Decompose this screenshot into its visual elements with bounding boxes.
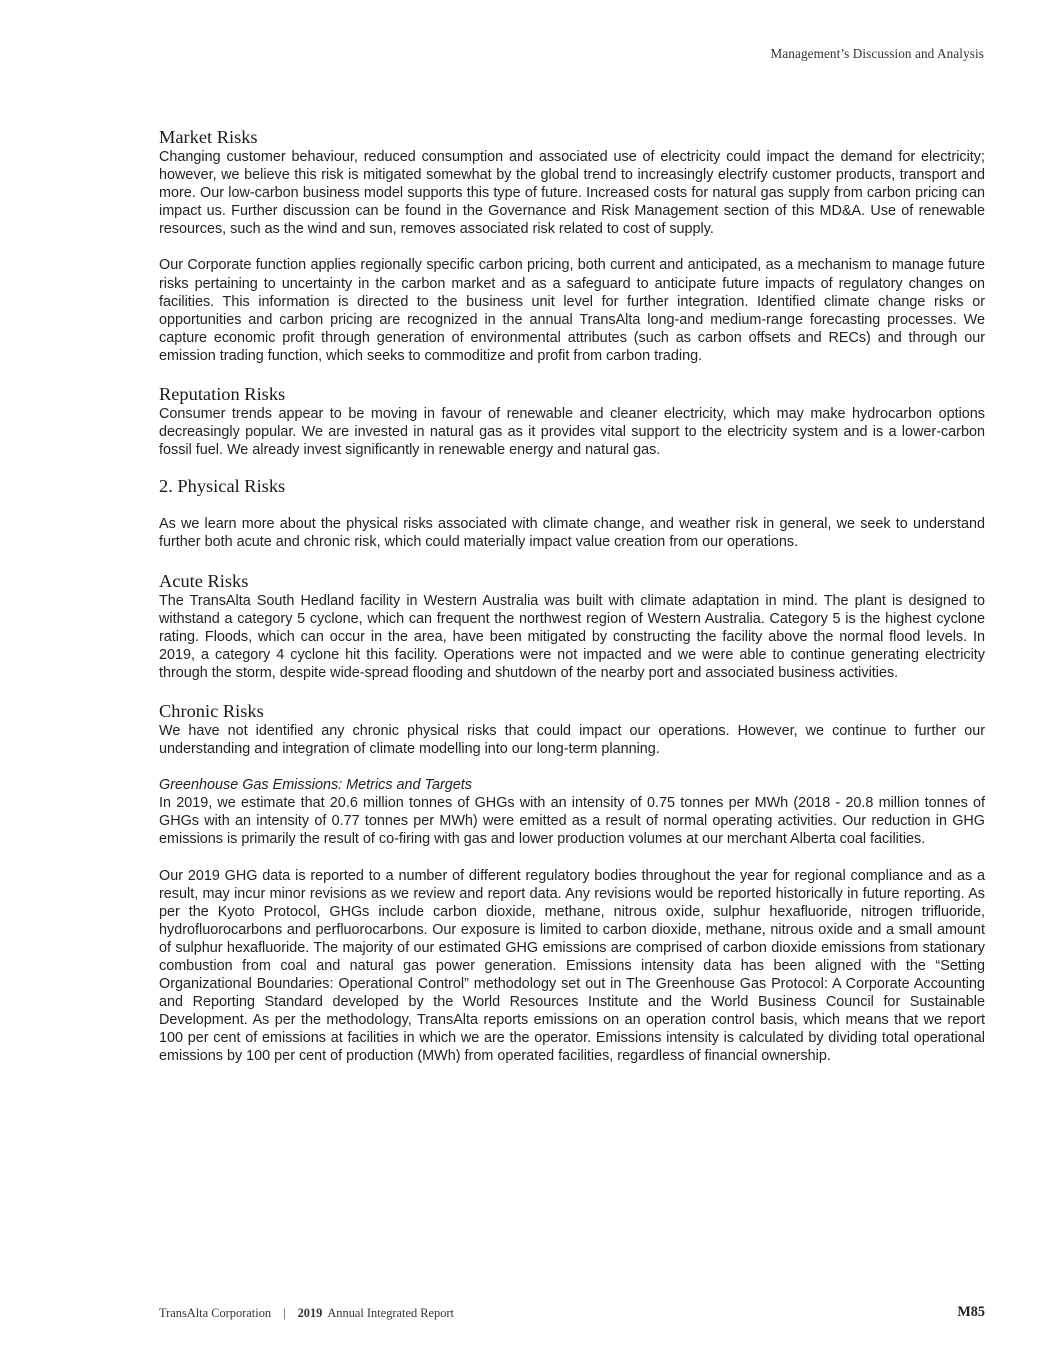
acute-risks-paragraph: The TransAlta South Hedland facility in Western Australia was built with climate adaptation in mind. The plant is designed to withstand a category 5 cyclone, which can frequent the northwest region of Western Australia. Category 5 is the highest cyclone rating. Floods, which can occur in the area, have been mitigated by constructing the facility above the normal flood levels. In 2019, a category 4 cyclone hit this facility. Operations were not impacted and we were able to continue generating electricity through the storm, despite wide-spread flooding and shutdown of the nearby port and associated business activities. <box>159 592 985 681</box>
physical-risks-heading: 2. Physical Risks <box>159 476 286 497</box>
physical-risks-paragraph: As we learn more about the physical risks associated with climate change, and weather risk in general, we seek to understand further both acute and chronic risk, which could materially impact value creation from our operations. <box>159 516 985 551</box>
chronic-risks-heading: Chronic Risks <box>159 700 264 721</box>
footer-company: TransAlta Corporation <box>159 1306 272 1320</box>
reputation-risks-heading: Reputation Risks <box>159 384 286 405</box>
footer-report-title: Annual Integrated Report <box>327 1306 454 1320</box>
ghg-paragraph-2: Our 2019 GHG data is reported to a number of different regulatory bodies throughout the year for regional compliance and as a result, may incur minor revisions as we review and report data. Any revisions would be reported historically in future reporting. As per the Kyoto Protocol, GHGs include carbon dioxide, methane, nitrous oxide, sulphur hexafluoride, nitrogen trifluoride, hydrofluorocarbons and perfluorocarbons. Our exposure is limited to carbon dioxide, methane, nitrous oxide and a small amount of sulphur hexafluoride. The majority of our estimated GHG emissions are comprised of carbon dioxide emissions from stationary combustion from coal and natural gas power generation. Emissions intensity data has been aligned with the “Setting Organizational Boundaries: Operational Control” methodology set out in The Greenhouse Gas Protocol: A Corporate Accounting and Reporting Standard developed by the World Resources Institute and the World Business Council for Sustainable Development. As per the methodology, TransAlta reports emissions on an operation control basis, which means that we report 100 per cent of emissions at facilities in which we are the operator. Emissions intensity is calculated by dividing total operational emissions by 100 per cent of production (MWh) from operated facilities, regardless of financial ownership. <box>159 867 985 1065</box>
acute-risks-heading: Acute Risks <box>159 570 249 591</box>
page-content <box>159 126 985 1066</box>
page-footer <box>159 1306 985 1321</box>
footer-year: 2019 <box>297 1306 323 1320</box>
chronic-risks-paragraph: We have not identified any chronic physical risks that could impact our operations. However, we continue to further our understanding and integration of climate modelling into our long-term planning. <box>159 722 985 758</box>
ghg-metrics-heading: Greenhouse Gas Emissions: Metrics and Targets <box>159 777 473 794</box>
page-number: M85 <box>957 1304 985 1320</box>
market-risks-paragraph-2: Our Corporate function applies regionally specific carbon pricing, both current and anticipated, as a mechanism to manage future risks pertaining to uncertainty in the carbon market and as a safeguard to anticipate future impacts of regulatory changes on facilities. This information is directed to the business unit level for further integration. Identified climate change risks or opportunities and carbon pricing are recognized in the annual TransAlta long-and medium-range forecasting processes. We capture economic profit through generation of environmental attributes (such as carbon offsets and RECs) and through our emission trading function, which seeks to commoditize and profit from carbon trading. <box>159 257 985 364</box>
reputation-risks-paragraph: Consumer trends appear to be moving in favour of renewable and cleaner electricity, which may make hydrocarbon options decreasingly popular. We are invested in natural gas as it provides vital support to the electricity system and is a lower-carbon fossil fuel. We already invest significantly in renewable energy and natural gas. <box>159 406 985 459</box>
running-header: Management’s Discussion and Analysis <box>770 46 984 61</box>
market-risks-heading: Market Risks <box>159 127 258 147</box>
footer-separator: | <box>283 1306 286 1320</box>
market-risks-paragraph-1: Changing customer behaviour, reduced consumption and associated use of electricity could impact the demand for electricity; however, we believe this risk is mitigated somewhat by the global trend to increasingly electrify customer products, transport and more. Our low-carbon business model supports this type of future. Increased costs for natural gas supply from carbon pricing can impact us. Further discussion can be found in the Governance and Risk Management section of this MD&A. Use of renewable resources, such as the wind and sun, removes associated risk related to cost of supply. <box>159 149 985 238</box>
ghg-paragraph-1: In 2019, we estimate that 20.6 million tonnes of GHGs with an intensity of 0.75 tonnes per MWh (2018 - 20.8 million tonnes of GHGs with an intensity of 0.77 tonnes per MWh) were emitted as a result of normal operating activities. Our reduction in GHG emissions is primarily the result of co-firing with gas and lower production volumes at our merchant Alberta coal facilities. <box>159 795 985 848</box>
